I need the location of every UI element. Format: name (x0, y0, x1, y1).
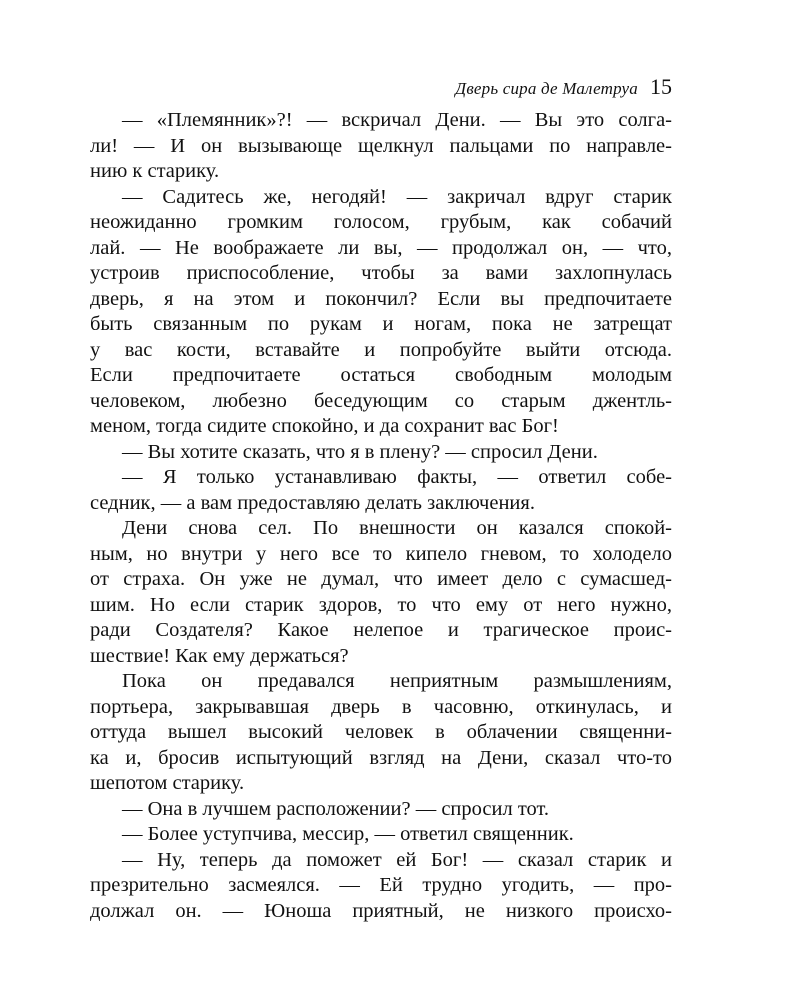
text-line: — Садитесь же, негодяй! — закричал вдруг старик (122, 185, 672, 208)
text-line: Пока он предавался неприятным размышлениям, (122, 670, 672, 692)
text-line: нию к старику. (90, 160, 220, 182)
text-line: — Я только устанавливаю факты, — ответил собе- (122, 466, 672, 488)
text-line: — Ну, теперь да поможет ей Бог! — сказал старик и (122, 848, 672, 871)
text-line: шим. Но если старик здоров, то что ему от него нужно, (90, 593, 672, 616)
text-line: оттуда вышел высокий человек в облачении священни- (90, 721, 672, 743)
running-head (90, 74, 672, 100)
body-text (90, 108, 672, 924)
text-line: презрительно засмеялся. — Ей трудно угодить, — про- (90, 874, 672, 896)
text-line: — «Племянник»?! — вскричал Дени. — Вы это солга- (122, 109, 672, 131)
text-line: быть связанным по рукам и ногам, пока не затрещат (90, 313, 672, 335)
text-line: меном, тогда сидите спокойно, и да сохранит вас Бог! (90, 415, 559, 437)
text-line: шепотом старику. (90, 772, 245, 794)
text-line: ради Создателя? Какое нелепое и трагическое проис- (90, 619, 672, 641)
text-line: Дени снова сел. По внешности он казался спокой- (122, 517, 672, 539)
text-line: — Она в лучшем расположении? — спросил тот. (122, 797, 550, 820)
text-line: шествие! Как ему держаться? (90, 644, 349, 667)
text-line: — Более уступчива, мессир, — ответил священник. (122, 823, 574, 845)
text-line: ным, но внутри у него все то кипело гневом, то холодело (90, 542, 672, 565)
text-line: седник, — а вам предоставляю делать заключения. (90, 491, 535, 514)
text-line: — Вы хотите сказать, что я в плену? — спросил Дени. (122, 440, 598, 463)
text-line: лай. — Не воображаете ли вы, — продолжал он, — что, (90, 236, 672, 259)
text-line: устроив приспособление, чтобы за вами захлопнулась (90, 262, 672, 284)
text-line: ли! — И он вызывающе щелкнул пальцами по направле- (90, 134, 672, 157)
text-line: портьера, закрывавшая дверь в часовню, откинулась, и (90, 695, 672, 718)
text-line: от страха. Он уже не думал, что имеет дело с сумасшед- (90, 568, 672, 590)
page-number: 15 (650, 74, 672, 99)
text-line: неожиданно громким голосом, грубым, как собачий (90, 211, 672, 233)
text-line: должал он. — Юноша приятный, не низкого происхо- (90, 899, 672, 922)
running-title: Дверь сира де Малетруа (455, 79, 638, 98)
text-line: Если предпочитаете остаться свободным молодым (90, 364, 672, 386)
text-line: ка и, бросив испытующий взгляд на Дени, сказал что-то (90, 746, 672, 769)
text-line: человеком, любезно беседующим со старым джентль- (90, 389, 672, 412)
text-line: у вас кости, вставайте и попробуйте выйти отсюда. (90, 338, 672, 361)
text-line: дверь, я на этом и покончил? Если вы предпочитаете (90, 287, 672, 310)
